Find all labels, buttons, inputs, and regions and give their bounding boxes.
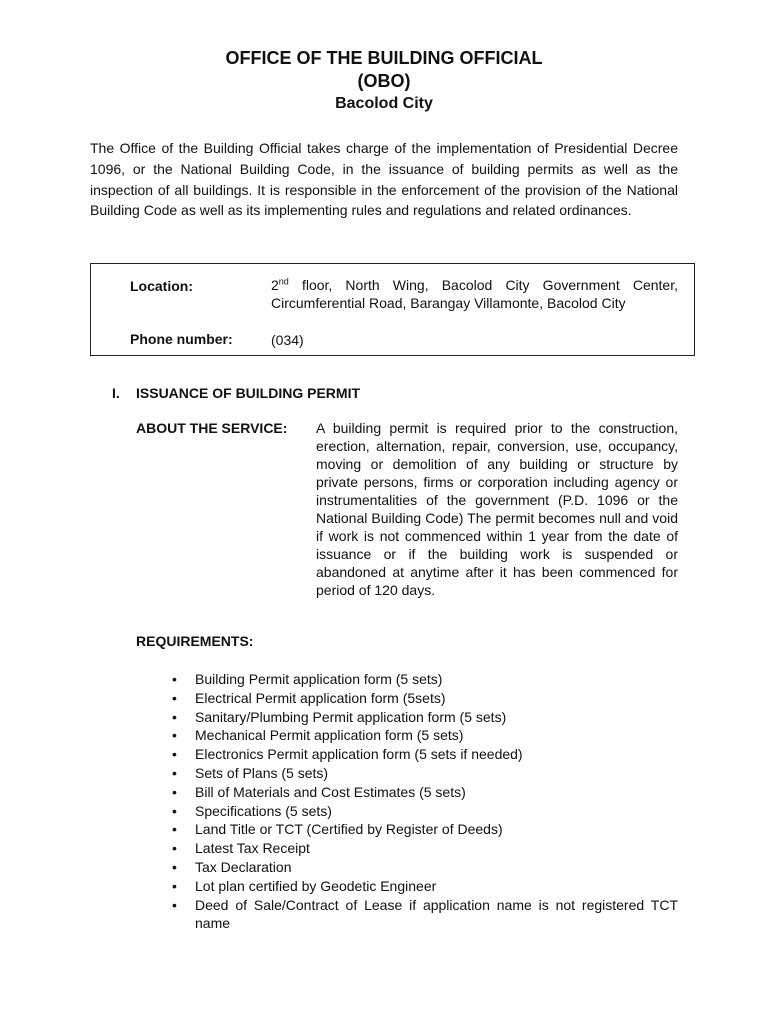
- phone-label: Phone number:: [130, 331, 233, 347]
- requirement-text: Latest Tax Receipt: [195, 840, 310, 857]
- bullet-icon: •: [172, 746, 177, 763]
- requirement-text: Bill of Materials and Cost Estimates (5 sets): [195, 783, 466, 800]
- bullet-icon: •: [172, 821, 177, 838]
- contact-info-box: [90, 263, 695, 356]
- location-floor-number: 2: [271, 277, 279, 293]
- bullet-icon: •: [172, 877, 177, 894]
- bullet-icon: •: [172, 896, 177, 913]
- requirement-item: [172, 670, 678, 689]
- requirement-item: [172, 839, 678, 858]
- about-service-label: ABOUT THE SERVICE:: [136, 420, 288, 436]
- location-address: floor, North Wing, Bacolod City Government Center, Circumferential Road, Barangay Villamonte, Bacolod City: [271, 277, 678, 311]
- bullet-icon: •: [172, 858, 177, 875]
- page-title: OFFICE OF THE BUILDING OFFICIAL: [225, 48, 543, 68]
- intro-paragraph: The Office of the Building Official takes charge of the implementation of Presidential Decree 1096, or the National Building Code, in the issuance of building permits as well as the inspection of all buildings. It is responsible in the enforcement of the provision of the National Building Code as well as its implementing rules and regulations and related ordinances.: [90, 140, 678, 219]
- requirement-item: [172, 689, 678, 708]
- bullet-icon: •: [172, 727, 177, 744]
- requirement-item: [172, 783, 678, 802]
- requirement-text: Electrical Permit application form (5sets): [195, 689, 446, 706]
- requirement-item: [172, 708, 678, 727]
- page-title-acronym: (OBO): [357, 71, 411, 91]
- bullet-icon: •: [172, 802, 177, 819]
- requirement-item: [172, 877, 678, 896]
- bullet-icon: •: [172, 783, 177, 800]
- location-floor-suffix: nd: [278, 276, 289, 287]
- requirement-text: Sets of Plans (5 sets): [195, 764, 329, 781]
- requirement-item: [172, 858, 678, 877]
- requirement-item: [172, 764, 678, 783]
- requirement-text: Specifications (5 sets): [195, 802, 332, 819]
- bullet-icon: •: [172, 840, 177, 857]
- requirements-label: REQUIREMENTS:: [136, 633, 254, 649]
- requirements-list: [172, 670, 678, 933]
- page-subtitle: Bacolod City: [335, 95, 433, 112]
- bullet-icon: •: [172, 671, 177, 687]
- requirement-text: Tax Declaration: [195, 858, 292, 875]
- bullet-icon: •: [172, 708, 177, 725]
- requirement-text: Sanitary/Plumbing Permit application form (5 sets): [195, 708, 507, 725]
- section-number: I.: [112, 385, 120, 401]
- requirement-item: [172, 802, 678, 821]
- location-value: [271, 276, 678, 312]
- about-service-text: A building permit is required prior to the construction, erection, alternation, repair, conversion, use, occupancy, moving or demolition of any building or structure by private persons, firms or corporation including agency or instrumentalities of the government (P.D. 1096 or the National Building Code) The permit becomes null and void if work is not commenced within 1 year from the date of issuance or if the building work is suspended or abandoned at anytime after it has been commenced for period of 120 days.: [316, 420, 678, 598]
- location-label: Location:: [130, 278, 193, 294]
- bullet-icon: •: [172, 764, 177, 781]
- phone-value: (034): [271, 332, 304, 348]
- bullet-icon: •: [172, 689, 177, 706]
- requirement-item: [172, 745, 678, 764]
- requirement-item: [172, 896, 678, 934]
- requirement-text: Deed of Sale/Contract of Lease if application name is not registered TCT name: [195, 896, 678, 932]
- requirement-text: Mechanical Permit application form (5 sets): [195, 727, 464, 744]
- requirement-item: [172, 820, 678, 839]
- requirement-text: Lot plan certified by Geodetic Engineer: [195, 877, 437, 894]
- requirement-text: Building Permit application form (5 sets): [195, 671, 443, 687]
- requirement-text: Land Title or TCT (Certified by Register of Deeds): [195, 821, 503, 838]
- section-title: ISSUANCE OF BUILDING PERMIT: [136, 385, 361, 401]
- requirement-item: [172, 726, 678, 745]
- requirement-text: Electronics Permit application form (5 sets if needed): [195, 746, 523, 763]
